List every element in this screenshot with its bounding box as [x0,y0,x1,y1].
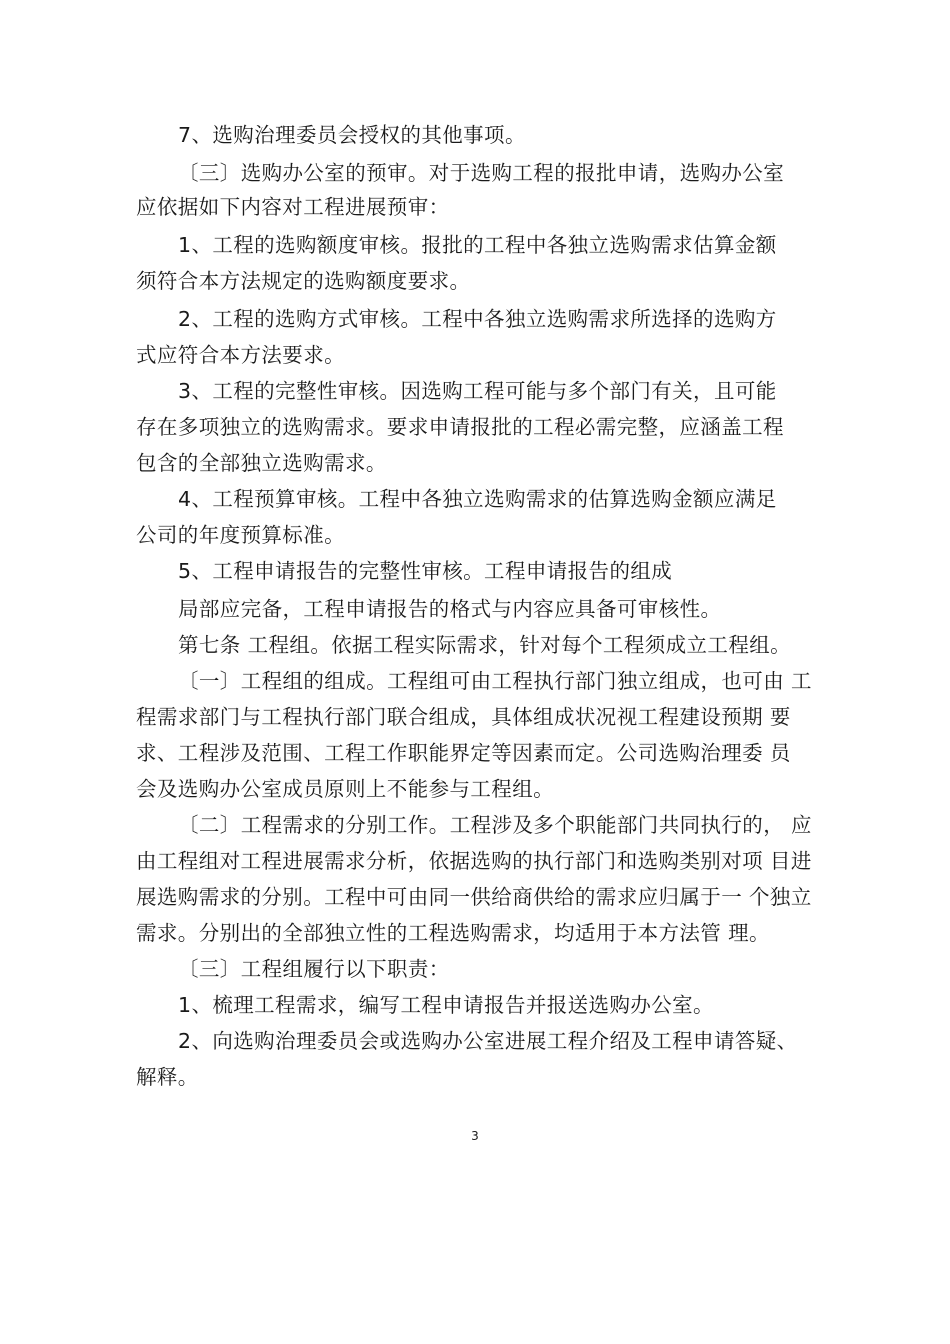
text-line: 第七条 工程组。依据工程实际需求，针对每个工程须成立工程组。 [178,633,792,657]
text-line: 解释。 [136,1065,199,1089]
text-line: 公司的年度预算标准。 [136,523,345,547]
text-line: 需求。分别出的全部独立性的工程选购需求，均适用于本方法管 理。 [136,921,770,945]
text-line: 局部应完备，工程申请报告的格式与内容应具备可审核性。 [178,597,722,621]
text-line: 2、向选购治理委员会或选购办公室进展工程介绍及工程申请答疑、 [178,1029,798,1053]
text-line: 〔二〕工程需求的分别工作。工程涉及多个职能部门共同执行的， 应 [178,813,812,837]
text-line: 存在多项独立的选购需求。要求申请报批的工程必需完整，应涵盖工程 [136,415,784,439]
text-line: 7、选购治理委员会授权的其他事项。 [178,123,526,147]
text-line: 5、工程申请报告的完整性审核。工程申请报告的组成 [178,559,673,583]
text-line: 1、工程的选购额度审核。报批的工程中各独立选购需求估算金额 [178,233,777,257]
text-line: 式应符合本方法要求。 [136,343,345,367]
text-line: 〔三〕工程组履行以下职责： [178,957,450,981]
text-line: 2、工程的选购方式审核。工程中各独立选购需求所选择的选购方 [178,307,777,331]
text-line: 程需求部门与工程执行部门联合组成，具体组成状况视工程建设预期 要 [136,705,791,729]
page-number: 3 [471,1129,479,1143]
text-line: 〔三〕选购办公室的预审。对于选购工程的报批申请，选购办公室 [178,161,785,185]
text-line: 应依据如下内容对工程进展预审： [136,195,450,219]
text-line: 4、工程预算审核。工程中各独立选购需求的估算选购金额应满足 [178,487,777,511]
text-line: 〔一〕工程组的组成。工程组可由工程执行部门独立组成，也可由 工 [178,669,812,693]
text-line: 包含的全部独立选购需求。 [136,451,387,475]
text-line: 3、工程的完整性审核。因选购工程可能与多个部门有关，且可能 [178,379,777,403]
text-line: 求、工程涉及范围、工程工作职能界定等因素而定。公司选购治理委 员 [136,741,791,765]
text-line: 会及选购办公室成员原则上不能参与工程组。 [136,777,554,801]
text-line: 展选购需求的分别。工程中可由同一供给商供给的需求应归属于一 个独立 [136,885,812,909]
text-line: 由工程组对工程进展需求分析，依据选购的执行部门和选购类别对项 目进 [136,849,812,873]
text-line: 须符合本方法规定的选购额度要求。 [136,269,471,293]
text-line: 1、梳理工程需求，编写工程申请报告并报送选购办公室。 [178,993,714,1017]
